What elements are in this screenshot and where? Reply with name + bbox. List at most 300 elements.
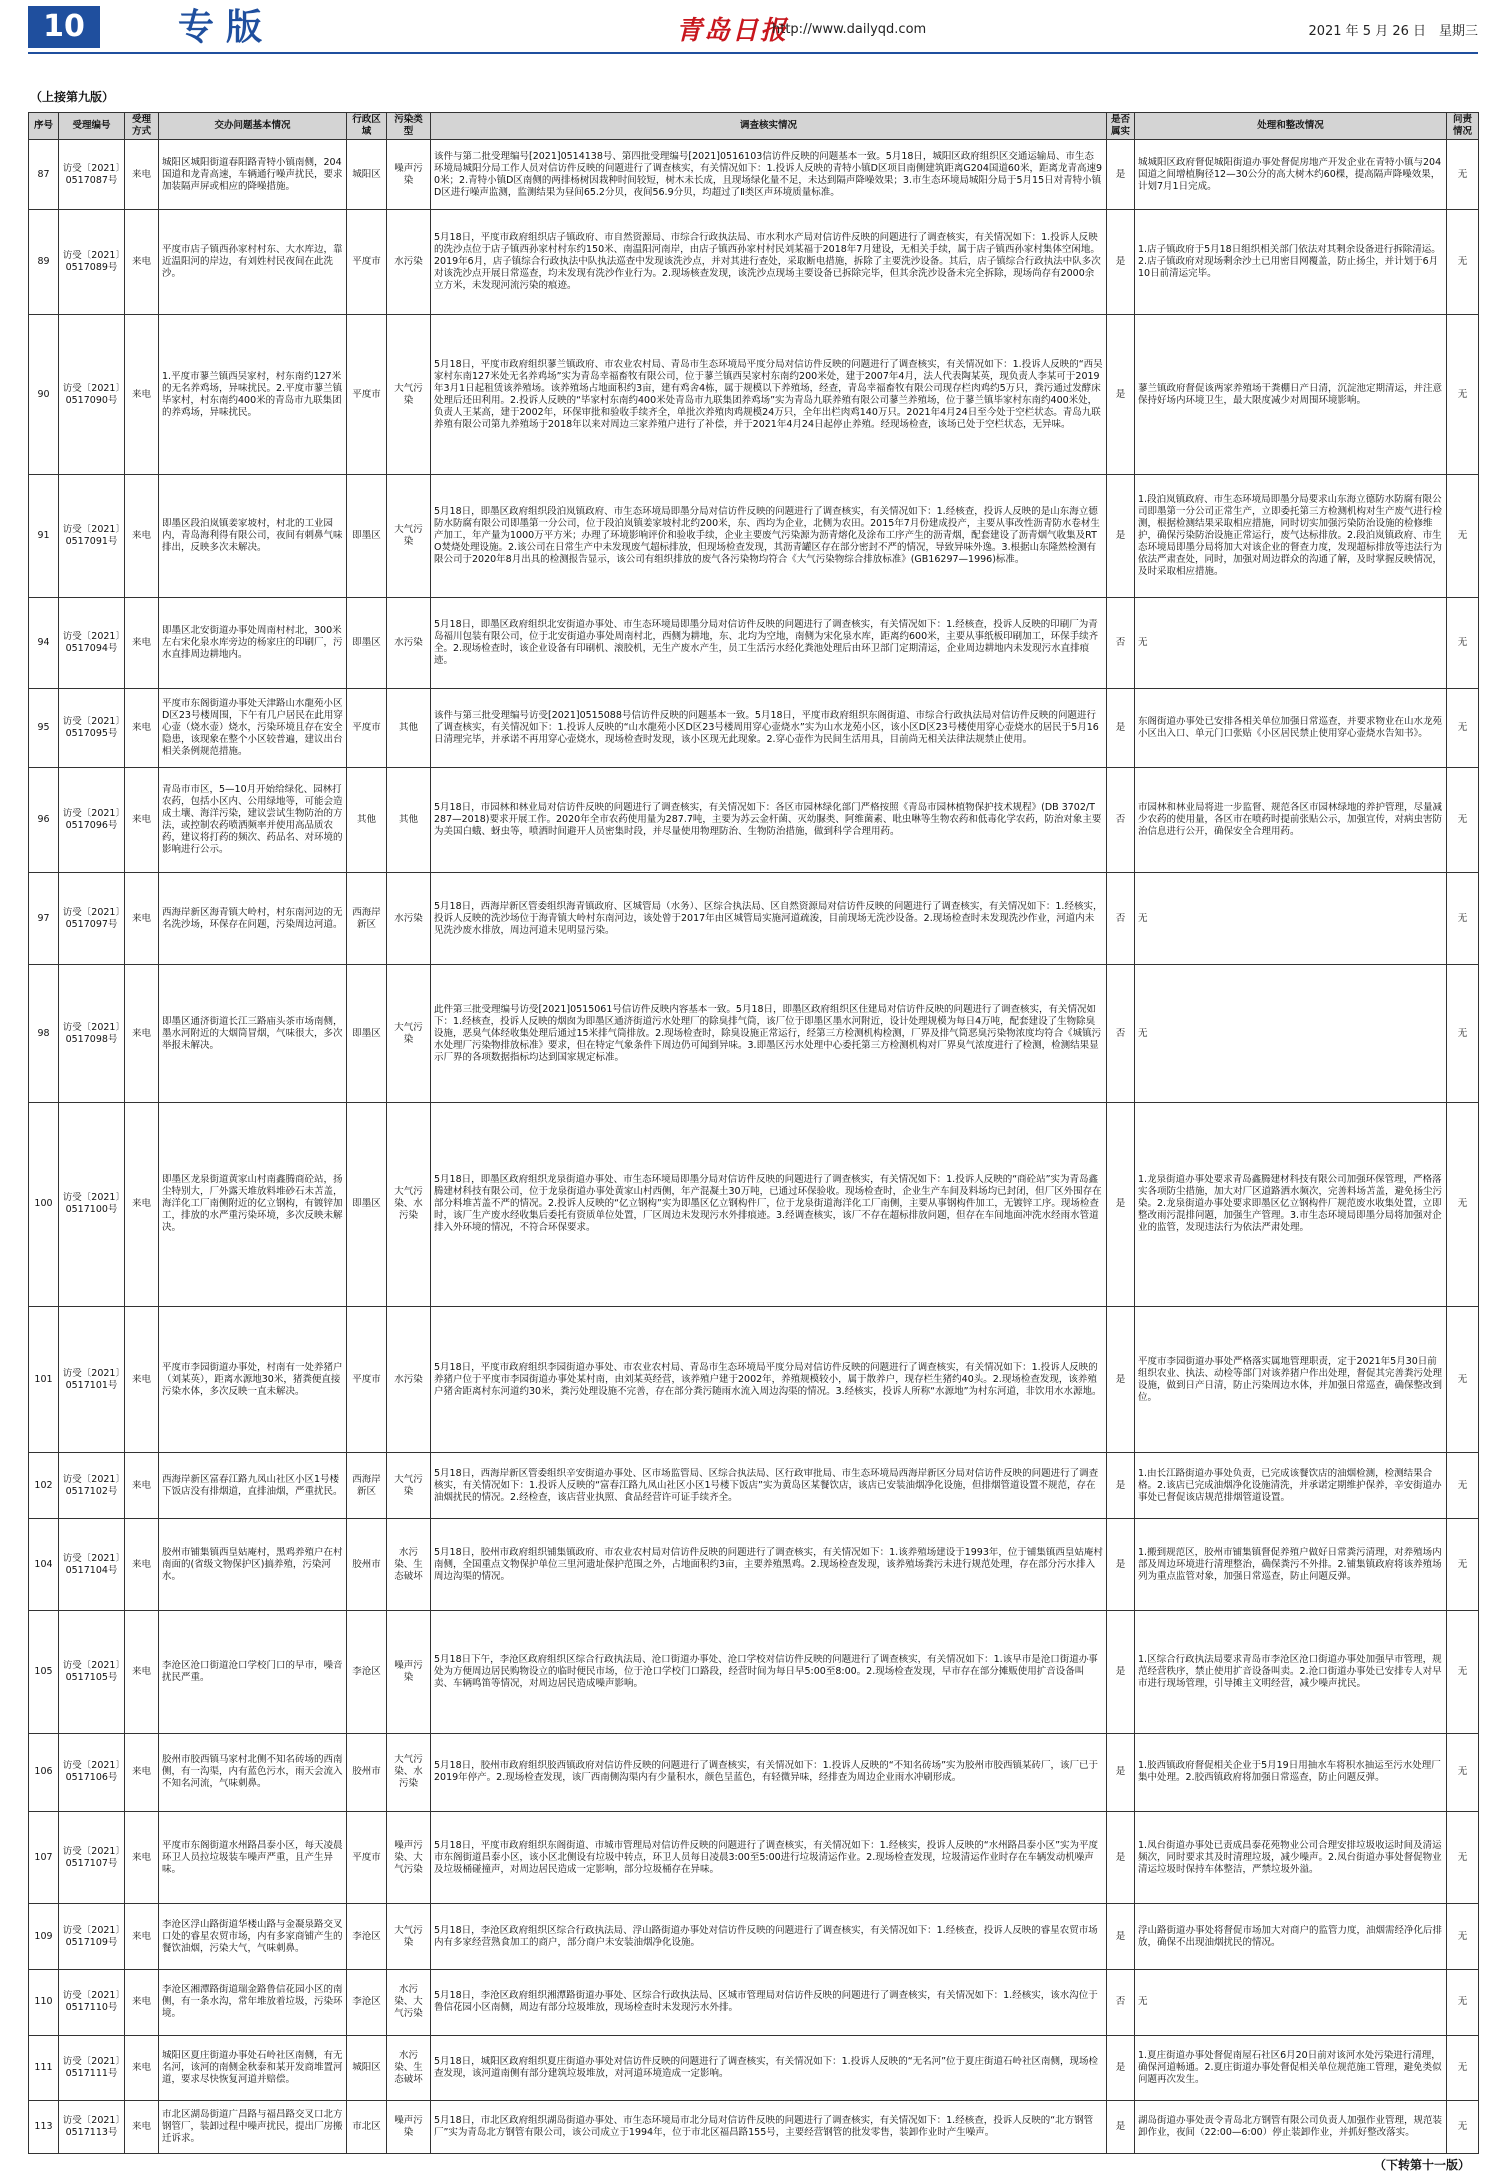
row-type	[387, 1904, 431, 1970]
row-detail-text: 5月18日，西海岸新区管委组织海青镇政府、区城管局（水务）、区综合执法局、区自然资源局对信访件反映的问题进行了调查核实，有关情况如下：1.经核实，投诉人反映的洗沙场位于海青镇大岭村东南河边，该处曾于2017年由区城管局实施河道疏浚，目前现场无洗沙设备。2.现场检查时未发现洗沙作业，河道内未见洗沙废水排放，周边河道未见明显污染。	[434, 900, 1103, 936]
row-type	[387, 2035, 431, 2101]
row-district	[347, 965, 387, 1103]
row-issue	[159, 1611, 347, 1734]
row-verified	[1107, 1733, 1135, 1812]
row-mode	[125, 965, 159, 1103]
table-row	[29, 965, 1479, 1103]
row-code	[59, 965, 125, 1103]
row-issue-text: 平度市店子镇西孙家村村东、大水库边，靠近温阳河的岸边，有刘姓村民夜间在此洗沙。	[162, 244, 343, 280]
row-seq-text: 96	[37, 814, 50, 826]
row-type	[387, 1306, 431, 1453]
row-detail-text: 5月18日下午，李沧区政府组织区综合行政执法局、沧口街道办事处、沧口学校对信访件反映的问题进行了调查核实，有关情况如下：1.该早市是沧口街道办事处为方便周边居民购物设立的临时便民市场，位于沧口学校门口路段，经营时间为每日早5:00至8:00。2.现场检查发现，早市存在部分摊贩使用扩音设备叫卖、车辆鸣笛等情况，对周边居民造成噪声影响。	[434, 1653, 1098, 1689]
row-mode	[125, 1969, 159, 2035]
row-type-text: 水污染	[394, 1373, 423, 1385]
row-accountability-text: 无	[1457, 814, 1468, 826]
row-district	[347, 1306, 387, 1453]
row-verified-text: 是	[1115, 1558, 1126, 1570]
row-seq-text: 98	[37, 1027, 50, 1039]
row-type-text: 水污染、生态破坏	[394, 2049, 423, 2085]
row-district	[347, 2035, 387, 2101]
row-verified-text: 否	[1115, 1027, 1126, 1039]
row-action	[1135, 1733, 1447, 1812]
row-issue-text: 市北区湖岛街道广昌路与福昌路交叉口北方钢管厂，装卸过程中噪声扰民，提出厂房搬迁诉求。	[162, 2109, 343, 2145]
row-action-text: 湖岛街道办事处责令青岛北方钢管有限公司负责人加强作业管理，规范装卸作业，夜间（22:00—6:00）停止装卸作业，并抓好整改落实。	[1138, 2115, 1443, 2139]
row-action	[1135, 140, 1447, 210]
row-code	[59, 873, 125, 965]
row-district	[347, 1453, 387, 1519]
row-verified-text: 是	[1115, 1373, 1126, 1385]
row-code-text: 访受〔2021〕0517107号	[62, 1845, 121, 1869]
table-row	[29, 689, 1479, 768]
row-type	[387, 1453, 431, 1519]
row-code	[59, 1733, 125, 1812]
row-district-text: 即墨区	[352, 1027, 381, 1039]
row-district-text: 市北区	[352, 2121, 381, 2133]
newspaper-url[interactable]: http://www.dailyqd.com	[772, 22, 927, 37]
row-mode-text: 来电	[131, 1373, 151, 1385]
row-mode-text: 来电	[131, 1996, 151, 2008]
row-code	[59, 1812, 125, 1904]
row-district-text: 胶州市	[352, 1766, 381, 1778]
row-issue	[159, 1733, 347, 1812]
row-action-text: 1.夏庄街道办事处督促南屋石社区6月20日前对该河水处污染进行清理，确保河道畅通。2.夏庄街道办事处督促相关单位规范施工管理，避免类似问题再次发生。	[1138, 2049, 1442, 2085]
row-issue	[159, 965, 347, 1103]
row-code	[59, 1904, 125, 1970]
row-mode	[125, 1812, 159, 1904]
table-row	[29, 1453, 1479, 1519]
row-mode-text: 来电	[131, 256, 151, 268]
row-accountability	[1447, 689, 1479, 768]
row-issue-text: 西海岸新区富春江路九凤山社区小区1号楼下饭店没有排烟道，直排油烟，严重扰民。	[162, 1473, 343, 1497]
row-code	[59, 768, 125, 873]
row-mode-text: 来电	[131, 636, 151, 648]
row-action	[1135, 873, 1447, 965]
row-mode	[125, 873, 159, 965]
row-detail	[431, 1733, 1107, 1812]
row-issue	[159, 140, 347, 210]
row-mode	[125, 474, 159, 597]
row-district-text: 胶州市	[352, 1558, 381, 1570]
edition-date: 2021 年 5 月 26 日 星期三	[1308, 24, 1478, 39]
row-code-text: 访受〔2021〕0517094号	[62, 630, 121, 654]
row-action	[1135, 689, 1447, 768]
row-accountability-text: 无	[1457, 1373, 1468, 1385]
row-seq	[29, 315, 59, 475]
row-district	[347, 873, 387, 965]
row-detail-text: 5月18日，胶州市政府组织铺集镇政府、市农业农村局对信访件反映的问题进行了调查核实，有关情况如下：1.该养殖场建设于1993年，位于铺集镇西皇姑庵村南侧，全国重点文物保护单位三里河遗址保护范围之外，占地面积约3亩，主要养殖黑鸡。2.现场检查发现，该养殖场粪污未进行规范处理，存在部分污水排入周边沟渠的情况。	[434, 1546, 1103, 1582]
row-seq-text: 109	[34, 1930, 53, 1942]
row-issue-text: 1.平度市蓼兰镇西吴家村，村东南约127米的无名养鸡场，异味扰民。2.平度市蓼兰镇毕家村，村东南约400米的青岛市九联集团的养鸡场，异味扰民。	[162, 370, 343, 418]
row-seq	[29, 689, 59, 768]
row-issue	[159, 210, 347, 315]
continued-to-note: （下转第十一版）	[1373, 2158, 1470, 2172]
row-detail	[431, 1306, 1107, 1453]
row-type-text: 噪声污染、大气污染	[394, 1839, 423, 1875]
row-type	[387, 965, 431, 1103]
row-accountability	[1447, 1306, 1479, 1453]
row-seq	[29, 1103, 59, 1307]
row-type-text: 其他	[398, 814, 418, 826]
row-accountability	[1447, 2035, 1479, 2101]
row-type-text: 噪声污染	[394, 162, 423, 186]
row-type-text: 水污染	[394, 636, 423, 648]
row-mode-text: 来电	[131, 722, 151, 734]
row-code-text: 访受〔2021〕0517090号	[62, 382, 121, 406]
header-mode: 受理方式	[125, 113, 159, 140]
row-code	[59, 210, 125, 315]
row-issue	[159, 597, 347, 689]
row-accountability	[1447, 210, 1479, 315]
row-seq-text: 104	[34, 1558, 53, 1570]
row-mode-text: 来电	[131, 168, 151, 180]
row-verified	[1107, 1306, 1135, 1453]
row-district-text: 城阳区	[352, 2061, 381, 2073]
row-action-text: 1.段泊岚镇政府、市生态环境局即墨分局要求山东海立德防水防腐有限公司即墨第一分公司正常生产，立即委托第三方检测机构对生产废气进行检测，根据检测结果采取相应措施，同时切实加强污染防治设施的检修维护，确保污染防治设施正常运行，废气达标排放。2.段泊岚镇政府、市生态环境局即墨分局将加大对该企业的督查力度，发现超标排放等违法行为依法严肃查处，同时，加强对周边群众的沟通了解，及时掌握反映情况，及时采取相应措施。	[1138, 493, 1443, 577]
row-seq	[29, 873, 59, 965]
row-seq-text: 94	[37, 636, 50, 648]
row-seq-text: 102	[34, 1479, 53, 1491]
row-accountability-text: 无	[1457, 1198, 1468, 1210]
row-mode	[125, 315, 159, 475]
row-accountability	[1447, 965, 1479, 1103]
row-type	[387, 1519, 431, 1611]
row-district	[347, 1611, 387, 1734]
row-action-text: 无	[1138, 912, 1148, 924]
row-verified-text: 是	[1115, 1851, 1126, 1863]
table-row	[29, 1904, 1479, 1970]
row-code	[59, 1453, 125, 1519]
row-verified-text: 是	[1115, 1766, 1126, 1778]
row-accountability	[1447, 1611, 1479, 1734]
row-issue-text: 城阳区城阳街道春阳路青特小镇南侧，204国道和龙青高速，车辆通行噪声扰民，要求加装隔声屏或相应的降噪措施。	[162, 156, 343, 192]
table-row	[29, 2101, 1479, 2154]
row-detail-text: 5月18日，即墨区政府组织龙泉街道办事处、市生态环境局即墨分局对信访件反映的问题进行了调查核实，有关情况如下：1.投诉人反映的“商砼站”实为青岛鑫腾建材科技有限公司，位于龙泉街道办事处黄家山村西侧，年产混凝土30万吨，已通过环保验收。现场检查时，企业生产车间及料场均已封闭，但厂区外围存在部分料堆苫盖不严的情况。2.投诉人反映的“亿立钢构”实为即墨区亿立钢构件厂，位于龙泉街道海洋化工厂南侧，主要从事钢构件加工，无镀锌工序。现场检查时，该厂生产废水经收集后委托有资质单位处置，厂区周边未发现污水外排痕迹。3.经调查核实，该厂不存在超标排放问题，但存在车间地面冲洗水经雨水管道排入外环境的情况，不符合环保要求。	[434, 1174, 1102, 1234]
row-seq	[29, 1969, 59, 2035]
row-seq	[29, 1453, 59, 1519]
row-mode	[125, 2035, 159, 2101]
table-row	[29, 768, 1479, 873]
row-verified-text: 是	[1115, 256, 1126, 268]
row-mode	[125, 1904, 159, 1970]
row-mode-text: 来电	[131, 2061, 151, 2073]
row-accountability	[1447, 1812, 1479, 1904]
row-verified-text: 是	[1115, 1665, 1126, 1677]
row-mode	[125, 768, 159, 873]
row-issue-text: 青岛市市区，5—10月开始给绿化、园林打农药，包括小区内、公用绿地等，可能会造成土壤、海洋污染，建议尝试生物防治的方法，或控制农药喷洒频率并使用高品质农药，建议将打药的频次、药品名、对环境的影响进行公示。	[162, 784, 343, 856]
row-issue	[159, 1519, 347, 1611]
row-type	[387, 140, 431, 210]
row-district-text: 即墨区	[352, 529, 381, 541]
row-action-text: 浮山路街道办事处将督促市场加大对商户的监管力度，油烟需经净化后排放，确保不出现油烟扰民的情况。	[1138, 1924, 1443, 1948]
row-detail	[431, 315, 1107, 475]
row-issue	[159, 2101, 347, 2154]
row-code	[59, 140, 125, 210]
row-verified-text: 是	[1115, 168, 1126, 180]
row-district	[347, 1904, 387, 1970]
row-district-text: 李沧区	[352, 1930, 381, 1942]
row-code	[59, 597, 125, 689]
row-district	[347, 1519, 387, 1611]
row-detail-text: 5月18日，胶州市政府组织胶西镇政府对信访件反映的问题进行了调查核实，有关情况如下：1.投诉人反映的“不知名砖场”实为胶州市胶西镇某砖厂，该厂已于2019年停产。2.现场检查发现，该厂西南侧沟渠内有少量积水，颜色呈蓝色，有轻微异味，经排查为周边企业雨水冲刷形成。	[434, 1760, 1099, 1784]
row-seq	[29, 1904, 59, 1970]
row-code-text: 访受〔2021〕0517101号	[62, 1367, 121, 1391]
row-district	[347, 210, 387, 315]
table-row	[29, 1306, 1479, 1453]
row-verified-text: 否	[1115, 912, 1126, 924]
row-detail-text: 5月18日，市园林和林业局对信访件反映的问题进行了调查核实，有关情况如下：各区市园林绿化部门严格按照《青岛市园林植物保护技术规程》(DB 3702/T 287—2018)要求开展工作。2020年全市农药使用量为287.7吨，主要为苏云金杆菌、灭幼脲类、阿维菌素、吡虫啉等生物农药和低毒化学农药，防治对象主要为美国白蛾、蚜虫等，喷洒时间避开人员密集时段，并尽量使用物理防治、生物防治措施，做到科学合理用药。	[434, 802, 1102, 838]
row-code-text: 访受〔2021〕0517109号	[62, 1924, 121, 1948]
row-district	[347, 140, 387, 210]
row-seq-text: 97	[37, 912, 50, 924]
row-detail	[431, 474, 1107, 597]
header-detail: 调查核实情况	[431, 113, 1107, 140]
row-district	[347, 2101, 387, 2154]
row-verified-text: 是	[1115, 1198, 1126, 1210]
row-code-text: 访受〔2021〕0517095号	[62, 716, 121, 740]
row-code-text: 访受〔2021〕0517087号	[62, 162, 121, 186]
row-verified	[1107, 1519, 1135, 1611]
row-verified-text: 是	[1115, 529, 1126, 541]
row-mode-text: 来电	[131, 1198, 151, 1210]
row-action-text: 蓼兰镇政府督促该两家养殖场干粪棚日产日清，沉淀池定期清运，并注意保持好场内环境卫生，最大限度减少对周围环境影响。	[1138, 382, 1443, 406]
row-code-text: 访受〔2021〕0517100号	[62, 1192, 121, 1216]
row-type-text: 大气污染、水污染	[394, 1754, 423, 1790]
row-type-text: 大气污染、水污染	[394, 1186, 423, 1222]
header-rule	[28, 52, 1478, 54]
row-seq-text: 110	[34, 1996, 53, 2008]
row-accountability	[1447, 140, 1479, 210]
row-detail	[431, 1812, 1107, 1904]
row-code	[59, 1103, 125, 1307]
row-district-text: 平度市	[352, 256, 381, 268]
row-seq	[29, 768, 59, 873]
row-mode-text: 来电	[131, 1027, 151, 1039]
row-seq-text: 95	[37, 722, 50, 734]
row-action	[1135, 1306, 1447, 1453]
row-action	[1135, 315, 1447, 475]
row-mode-text: 来电	[131, 1558, 151, 1570]
row-detail-text: 5月18日，城阳区政府组织夏庄街道办事处对信访件反映的问题进行了调查核实，有关情况如下：1.投诉人反映的“无名河”位于夏庄街道石岭社区南侧，现场检查发现，该河道南侧有部分建筑垃圾堆放，对河道环境造成一定影响。	[434, 2055, 1099, 2079]
row-type	[387, 210, 431, 315]
row-action-text: 1.龙泉街道办事处要求青岛鑫腾建材科技有限公司加强环保管理，严格落实各项防尘措施，加大对厂区道路洒水频次，完善料场苫盖，避免扬尘污染。2.龙泉街道办事处要求即墨区亿立钢构件厂规范废水收集处置，立即整改雨污混排问题，加强生产管理。3.市生态环境局即墨分局将加强对企业的监管，发现违法行为依法严肃处理。	[1138, 1174, 1443, 1234]
row-verified	[1107, 1812, 1135, 1904]
row-type-text: 水污染	[394, 256, 423, 268]
row-mode	[125, 2101, 159, 2154]
row-seq-text: 91	[37, 529, 50, 541]
row-issue-text: 胶州市铺集镇西皇姑庵村，黑鸡养殖户在村南面的(省级文物保护区)搞养殖，污染河水。	[162, 1546, 343, 1582]
row-type	[387, 768, 431, 873]
newspaper-logo: 青岛日报	[676, 16, 789, 46]
row-seq	[29, 1306, 59, 1453]
row-accountability-text: 无	[1457, 1558, 1468, 1570]
table-row	[29, 1103, 1479, 1307]
row-type	[387, 474, 431, 597]
row-district-text: 其他	[356, 814, 376, 826]
row-accountability	[1447, 597, 1479, 689]
row-verified	[1107, 315, 1135, 475]
row-issue	[159, 1103, 347, 1307]
row-issue	[159, 1969, 347, 2035]
row-code-text: 访受〔2021〕0517111号	[62, 2055, 121, 2079]
row-code	[59, 315, 125, 475]
row-district-text: 李沧区	[352, 1665, 381, 1677]
row-issue-text: 胶州市胶西镇马家村北侧不知名砖场的西南侧，有一沟渠，内有蓝色污水，雨天会流入不知名河流，气味刺鼻。	[162, 1754, 343, 1790]
header-action: 处理和整改情况	[1135, 113, 1447, 140]
row-issue	[159, 1904, 347, 1970]
row-detail	[431, 1519, 1107, 1611]
row-mode	[125, 1611, 159, 1734]
row-district	[347, 315, 387, 475]
row-code-text: 访受〔2021〕0517110号	[62, 1990, 121, 2014]
row-detail	[431, 597, 1107, 689]
row-issue-text: 城阳区夏庄街道办事处石岭社区南侧，有无名河，该河的南侧金秋泰和某开发商堆置河道，要求尽快恢复河道并赔偿。	[162, 2049, 343, 2085]
row-detail	[431, 689, 1107, 768]
row-mode-text: 来电	[131, 912, 151, 924]
row-action-text: 无	[1138, 1027, 1148, 1039]
row-accountability-text: 无	[1457, 1930, 1468, 1942]
row-code-text: 访受〔2021〕0517096号	[62, 808, 121, 832]
row-mode-text: 来电	[131, 1665, 151, 1677]
row-accountability-text: 无	[1457, 388, 1468, 400]
row-accountability	[1447, 1103, 1479, 1307]
row-action-text: 1.区综合行政执法局要求青岛市李沧区沧口街道办事处加强早市管理，规范经营秩序，禁止使用扩音设备叫卖。2.沧口街道办事处已安排专人对早市进行现场管理，引导摊主文明经营，减少噪声扰民。	[1138, 1653, 1442, 1689]
row-accountability-text: 无	[1457, 1766, 1468, 1778]
table-header-row	[29, 113, 1479, 140]
row-action	[1135, 210, 1447, 315]
row-accountability-text: 无	[1457, 2121, 1468, 2133]
row-mode-text: 来电	[131, 1930, 151, 1942]
row-action-text: 无	[1138, 1996, 1148, 2008]
header-district: 行政区域	[347, 113, 387, 140]
row-accountability-text: 无	[1457, 1027, 1468, 1039]
row-type-text: 大气污染	[394, 1021, 423, 1045]
row-seq	[29, 474, 59, 597]
row-type	[387, 1103, 431, 1307]
row-action	[1135, 768, 1447, 873]
header-code: 受理编号	[59, 113, 125, 140]
row-district	[347, 1733, 387, 1812]
row-issue-text: 平度市东阁街道办事处天津路山水龍苑小区D区23号楼周围，下午有几户居民在此用穿心壶（烧水壶）烧水，污染环境且存在安全隐患，该现象在整个小区较普遍，建议出台相关条例规范措施。	[162, 698, 343, 758]
table-row	[29, 1812, 1479, 1904]
row-accountability-text: 无	[1457, 912, 1468, 924]
row-mode	[125, 140, 159, 210]
header-accountability: 问责情况	[1447, 113, 1479, 140]
row-accountability-text: 无	[1457, 529, 1468, 541]
row-mode	[125, 210, 159, 315]
row-issue	[159, 1306, 347, 1453]
row-accountability	[1447, 1969, 1479, 2035]
row-accountability-text: 无	[1457, 1851, 1468, 1863]
row-district	[347, 689, 387, 768]
row-action	[1135, 1812, 1447, 1904]
row-seq	[29, 1519, 59, 1611]
masthead	[28, 6, 1478, 48]
row-detail	[431, 1904, 1107, 1970]
row-code-text: 访受〔2021〕0517097号	[62, 906, 121, 930]
row-district	[347, 597, 387, 689]
row-seq-text: 100	[34, 1198, 53, 1210]
row-type	[387, 315, 431, 475]
row-accountability-text: 无	[1457, 256, 1468, 268]
row-action	[1135, 2101, 1447, 2154]
row-detail-text: 5月18日，平度市政府组织李园街道办事处、市农业农村局、青岛市生态环境局平度分局对信访件反映的问题进行了调查核实，有关情况如下：1.投诉人反映的养猪户位于平度市李园街道办事处某村南，由刘某英经营，该养殖户建于2002年，养殖规模较小，属于散养户，现存栏生猪约40头。2.现场检查发现，该养殖户猪舍距离村东河道约30米，粪污处理设施不完善，存在部分粪污随雨水流入周边沟渠的情况。3.经核实，投诉人所称“水源地”为村东河道，非饮用水水源地。	[434, 1361, 1102, 1397]
row-code	[59, 2035, 125, 2101]
table-row	[29, 1519, 1479, 1611]
row-mode-text: 来电	[131, 1479, 151, 1491]
row-accountability-text: 无	[1457, 722, 1468, 734]
table-row	[29, 1733, 1479, 1812]
row-verified	[1107, 965, 1135, 1103]
row-code	[59, 689, 125, 768]
row-seq-text: 105	[34, 1665, 53, 1677]
row-seq	[29, 2035, 59, 2101]
row-district-text: 即墨区	[352, 636, 381, 648]
row-accountability	[1447, 474, 1479, 597]
row-action-text: 1.店子镇政府于5月18日组织相关部门依法对其剩余设备进行拆除清运。2.店子镇政府对现场剩余沙土已用密目网覆盖，防止扬尘，并计划于6月10日前清运完毕。	[1138, 244, 1441, 280]
row-seq	[29, 597, 59, 689]
row-district-text: 城阳区	[352, 168, 381, 180]
header-verified: 是否属实	[1107, 113, 1135, 140]
row-action	[1135, 1453, 1447, 1519]
row-detail	[431, 873, 1107, 965]
table-row	[29, 2035, 1479, 2101]
row-type	[387, 689, 431, 768]
row-code-text: 访受〔2021〕0517113号	[62, 2115, 121, 2139]
row-type	[387, 2101, 431, 2154]
row-detail	[431, 1611, 1107, 1734]
row-mode-text: 来电	[131, 814, 151, 826]
row-code-text: 访受〔2021〕0517091号	[62, 523, 121, 547]
row-issue	[159, 2035, 347, 2101]
row-issue	[159, 1453, 347, 1519]
row-verified	[1107, 2035, 1135, 2101]
row-code-text: 访受〔2021〕0517102号	[62, 1473, 121, 1497]
row-detail-text: 5月18日，平度市政府组织东阁街道、市城市管理局对信访件反映的问题进行了调查核实，有关情况如下：1.经核实，投诉人反映的“水州路昌泰小区”实为平度市东阁街道昌泰小区，该小区北侧设有垃圾中转点，环卫人员每日凌晨3:00至5:00进行垃圾清运作业。2.现场检查发现，垃圾清运作业时存在车辆发动机噪声及垃圾桶碰撞声，对周边居民造成一定影响，部分垃圾桶存在异味。	[434, 1839, 1099, 1875]
row-action-text: 无	[1138, 636, 1148, 648]
row-verified-text: 是	[1115, 2061, 1126, 2073]
row-code-text: 访受〔2021〕0517098号	[62, 1021, 121, 1045]
row-type-text: 水污染、生态破坏	[394, 1546, 423, 1582]
row-detail-text: 该件与第三批受理编号访受[2021]0515088号信访件反映的问题基本一致。5月18日，平度市政府组织东阁街道、市综合行政执法局对信访件反映的问题进行了调查核实，有关情况如下：1.投诉人反映的“山水龍苑小区D区23号楼周用穿心壶烧水”实为山水龙苑小区，该小区D区23号楼使用穿心壶烧水的居民于5月16日清理完毕，并承诺不再用穿心壶烧水，现场检查时发现，该小区现无此现象。2.穿心壶作为民间生活用具，目前尚无相关法律法规禁止使用。	[434, 710, 1099, 746]
row-issue	[159, 315, 347, 475]
row-mode	[125, 689, 159, 768]
row-verified	[1107, 597, 1135, 689]
complaint-table	[28, 112, 1479, 2154]
row-issue	[159, 768, 347, 873]
row-accountability	[1447, 1733, 1479, 1812]
row-accountability-text: 无	[1457, 636, 1468, 648]
row-district	[347, 1812, 387, 1904]
table-row	[29, 210, 1479, 315]
row-type-text: 大气污染	[394, 382, 423, 406]
row-type	[387, 597, 431, 689]
row-type	[387, 1611, 431, 1734]
row-type	[387, 1812, 431, 1904]
row-seq	[29, 1611, 59, 1734]
row-code	[59, 1969, 125, 2035]
row-mode-text: 来电	[131, 1851, 151, 1863]
row-mode-text: 来电	[131, 1766, 151, 1778]
row-verified	[1107, 1453, 1135, 1519]
row-verified	[1107, 1904, 1135, 1970]
row-action	[1135, 2035, 1447, 2101]
row-district-text: 平度市	[352, 722, 381, 734]
row-seq-text: 111	[34, 2061, 53, 2073]
row-issue-text: 李沧区湘潭路街道瑞金路鲁信花园小区的南侧，有一条水沟，常年堆放着垃圾，污染环境。	[162, 1984, 343, 2020]
row-verified-text: 否	[1115, 636, 1126, 648]
row-detail	[431, 1969, 1107, 2035]
row-action	[1135, 597, 1447, 689]
